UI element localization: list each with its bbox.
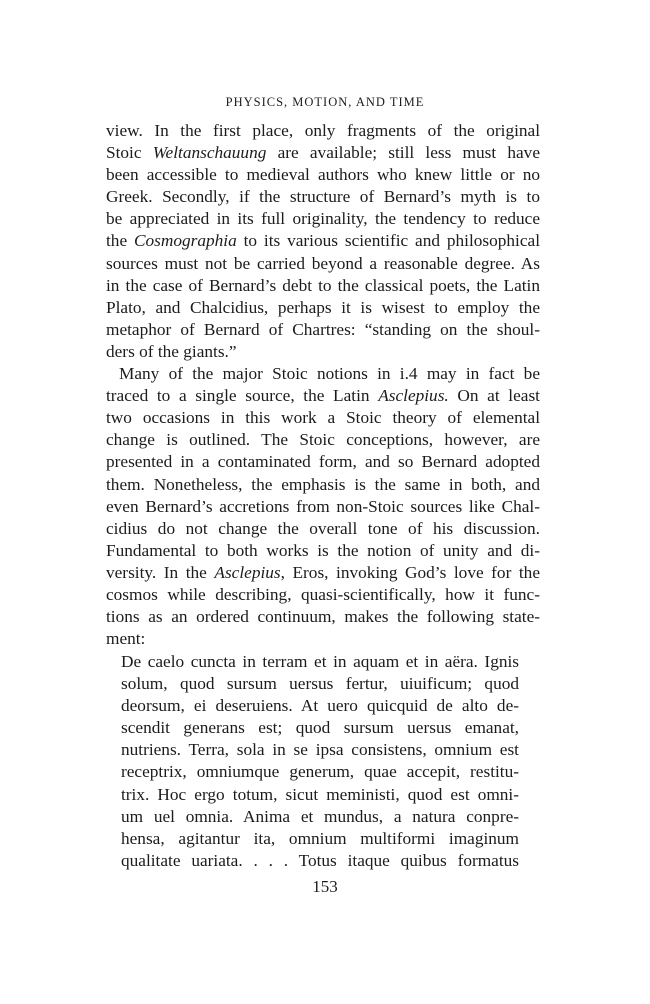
- text-line: [106, 474, 540, 496]
- text-segment: traced to a single source, the Latin: [106, 386, 379, 406]
- text-line: [121, 695, 519, 717]
- text-segment: even Bernard’s accretions from non-Stoic sources like Chal-: [106, 496, 540, 516]
- text-segment: view. In the first place, only fragments of the original: [106, 121, 540, 140]
- text-segment: are available; still less must have: [266, 143, 540, 163]
- text-segment: them. Nonetheless, the emphasis is the same in both, and: [106, 474, 540, 494]
- text-segment: , Eros, invoking God’s love for the: [280, 562, 540, 582]
- text-segment: qualitate uariata. . . . Totus itaque quibus formatus: [121, 850, 519, 870]
- text-segment: solum, quod sursum uersus fertur, uiuificum; quod: [121, 674, 519, 694]
- text-segment: Stoic: [106, 143, 153, 163]
- text-line: [106, 628, 540, 650]
- text-segment: versity. In the: [106, 562, 215, 582]
- text-segment: nutriens. Terra, sola in se ipsa consistens, omnium est: [121, 740, 519, 760]
- text-segment: um uel omnia. Anima et mundus, a natura conpre-: [121, 806, 519, 826]
- text-segment: deorsum, ei deseruiens. At uero quicquid de alto de-: [121, 696, 519, 716]
- page-number: 153: [312, 877, 338, 896]
- text-line: [121, 784, 519, 806]
- text-segment: Plato, and Chalcidius, perhaps it is wisest to employ the: [106, 297, 540, 317]
- text-segment: ment:: [106, 629, 146, 649]
- text-line: [121, 850, 519, 872]
- text-segment: Many of the major Stoic notions in i.4 may in fact be: [119, 364, 540, 384]
- text-segment: scendit generans est; quod sursum uersus emanat,: [121, 718, 519, 738]
- text-segment: two occasions in this work a Stoic theory of elemental: [106, 408, 540, 428]
- text-segment: receptrix, omniumque generum, quae accepit, restitu-: [121, 762, 519, 782]
- text-line: [121, 828, 519, 850]
- text-line: [121, 806, 519, 828]
- text-segment: been accessible to medieval authors who knew little or no: [106, 165, 540, 185]
- italic-title: Cosmographia: [133, 231, 237, 251]
- text-segment: hensa, agitantur ita, omnium multiformi imaginum: [121, 828, 519, 848]
- text-line: [106, 142, 540, 164]
- text-line: [106, 297, 540, 319]
- text-segment: Fundamental to both works is the notion of unity and di-: [106, 540, 540, 560]
- text-segment: be appreciated in its full originality, the tendency to reduce: [106, 209, 540, 229]
- text-line: [106, 584, 540, 606]
- text-segment: cidius do not change the overall tone of his discussion.: [106, 518, 540, 538]
- text-segment: De caelo cuncta in terram et in aquam et in aëra. Ignis: [121, 652, 519, 671]
- text-line: [121, 651, 519, 673]
- block-quote: [121, 651, 519, 872]
- text-segment: trix. Hoc ergo totum, sicut meministi, quod est omni-: [121, 784, 519, 804]
- paragraph: [106, 120, 540, 363]
- text-line: [106, 275, 540, 297]
- text-line: [106, 540, 540, 562]
- text-line: [106, 363, 540, 385]
- text-segment: cosmos while describing, quasi-scientifically, how it func-: [106, 584, 540, 604]
- text-line: [121, 673, 519, 695]
- text-line: [106, 253, 540, 275]
- text-line: [106, 186, 540, 208]
- running-head: PHYSICS, MOTION, AND TIME: [225, 95, 425, 109]
- text-segment: sources must not be carried beyond a reasonable degree. As: [106, 253, 540, 273]
- italic-title: Weltanschauung: [152, 143, 267, 163]
- paragraph: [106, 363, 540, 650]
- body-text: [106, 120, 540, 650]
- text-line: [106, 208, 540, 230]
- text-segment: metaphor of Bernard of Chartres: “standing on the shoul-: [106, 319, 540, 339]
- italic-title: Asclepius.: [378, 386, 449, 406]
- text-segment: tions as an ordered continuum, makes the following state-: [106, 607, 540, 627]
- text-line: [106, 164, 540, 186]
- text-line: [106, 120, 540, 142]
- text-segment: in the case of Bernard’s debt to the classical poets, the Latin: [106, 275, 540, 295]
- text-line: [106, 407, 540, 429]
- text-line: [106, 341, 540, 363]
- text-line: [121, 761, 519, 783]
- text-line: [106, 451, 540, 473]
- text-line: [106, 429, 540, 451]
- text-line: [121, 717, 519, 739]
- text-segment: change is outlined. The Stoic conceptions, however, are: [106, 430, 540, 450]
- text-segment: Greek. Secondly, if the structure of Bernard’s myth is to: [106, 187, 540, 207]
- text-segment: On at least: [448, 386, 540, 406]
- text-segment: ders of the giants.”: [106, 341, 237, 361]
- text-line: [106, 562, 540, 584]
- text-line: [106, 230, 540, 252]
- text-line: [106, 496, 540, 518]
- text-segment: the: [106, 231, 134, 251]
- text-line: [106, 385, 540, 407]
- text-segment: presented in a contaminated form, and so Bernard adopted: [106, 452, 540, 472]
- text-line: [106, 606, 540, 628]
- text-line: [121, 739, 519, 761]
- italic-title: Asclepius: [214, 562, 281, 582]
- text-line: [106, 319, 540, 341]
- text-line: [106, 518, 540, 540]
- text-segment: to its various scientific and philosophical: [236, 231, 540, 251]
